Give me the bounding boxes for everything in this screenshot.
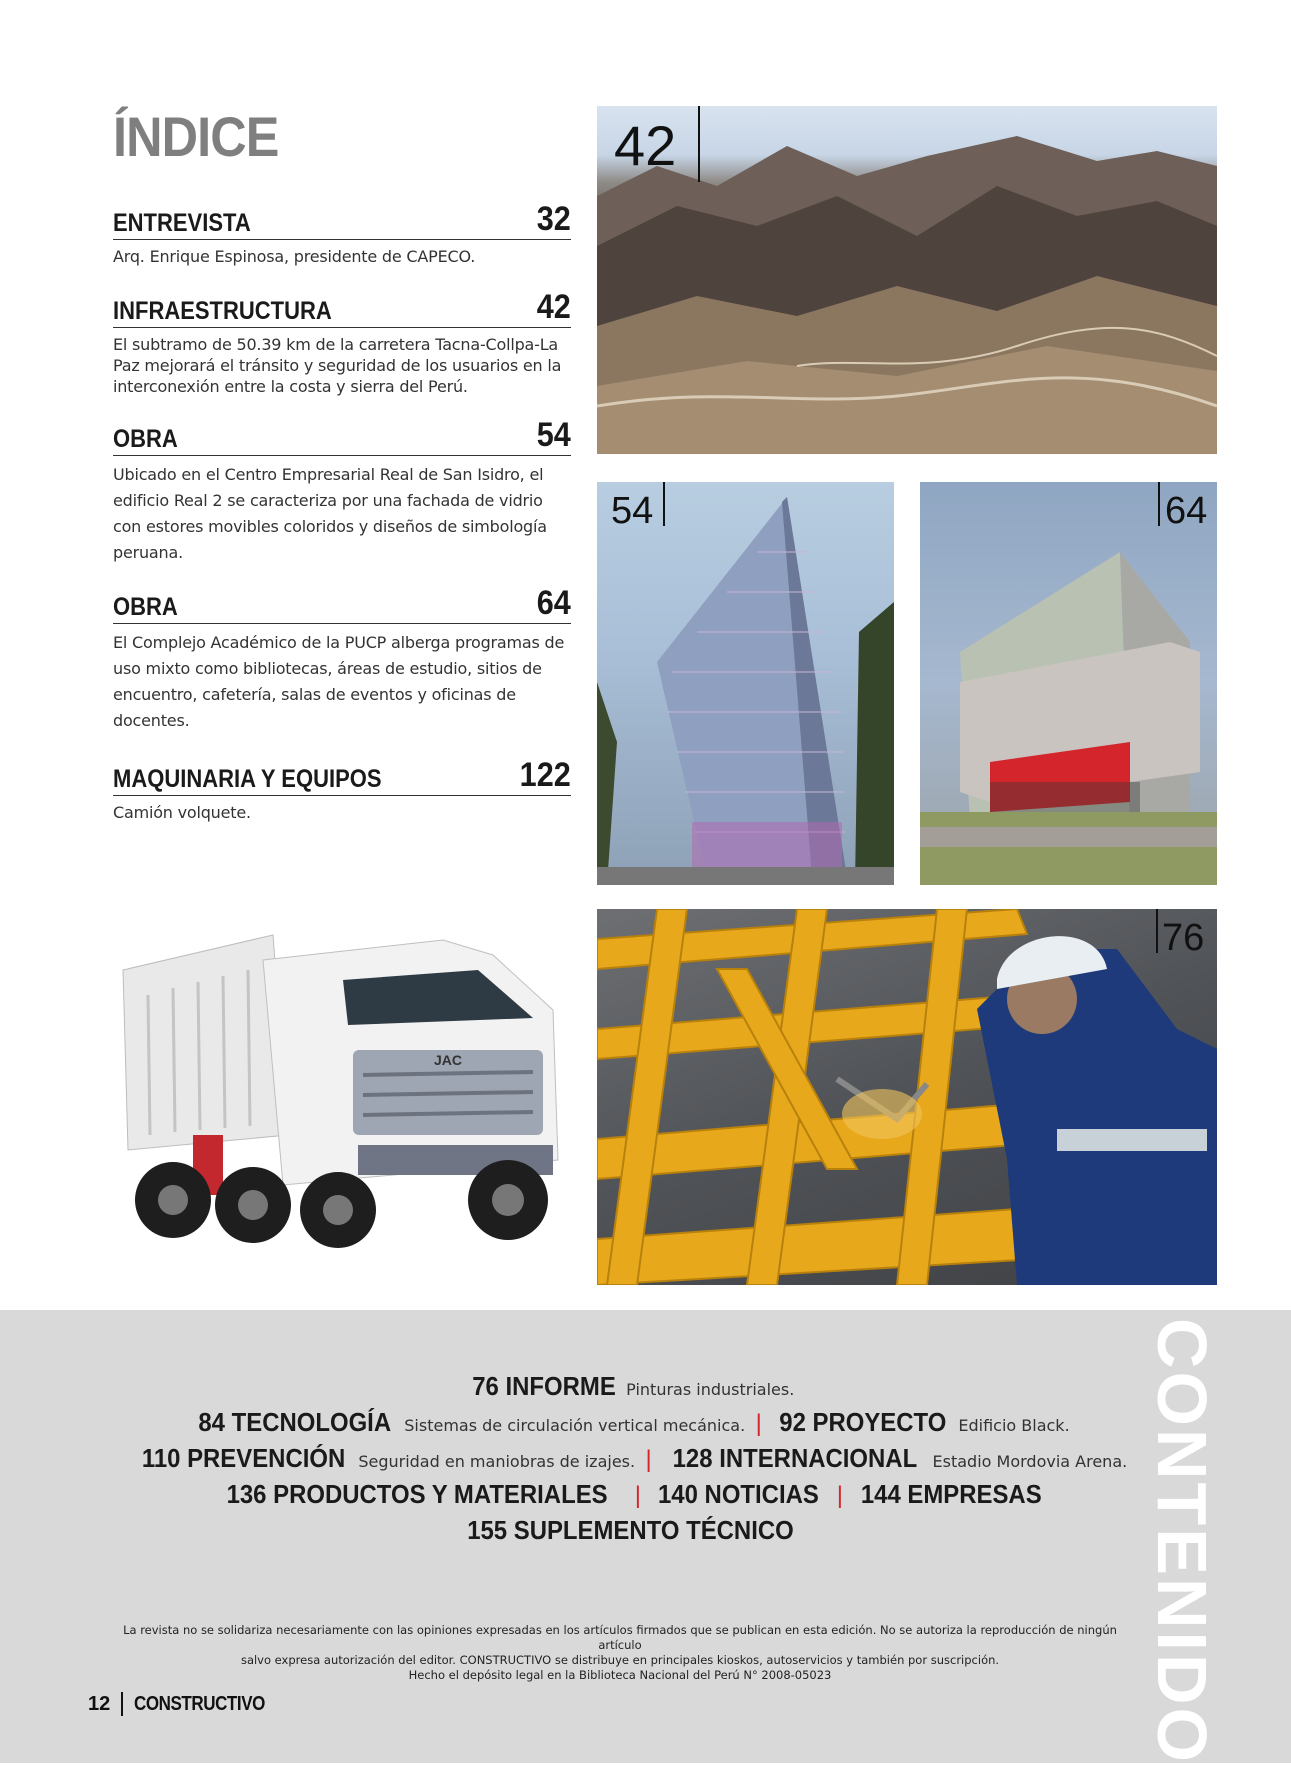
contents-item-proyecto[interactable]: 92 PROYECTO Edificio Black. [779,1407,1070,1437]
red-separator: | [836,1482,843,1509]
academic-building-image [920,482,1217,885]
mountain-landscape-image [597,106,1217,454]
contents-item-empresas[interactable]: 144 EMPRESAS [861,1479,1043,1509]
contents-item-prevencion[interactable]: 110 PREVENCIÓN Seguridad en maniobras de izajes. [141,1443,636,1473]
index-entry-entrevista[interactable] [113,200,571,288]
page-footer [88,1692,288,1716]
number-divider [698,106,700,182]
jac-dump-truck-image [113,900,573,1280]
entry-page-number: 32 [536,200,571,238]
glass-tower-image [597,482,894,885]
contents-item-productos[interactable]: 136 PRODUCTOS Y MATERIALES [226,1479,608,1509]
photo-page-number-64: 64 [1165,490,1208,532]
building-pucp-photo[interactable] [920,482,1217,885]
mountain-road-photo[interactable] [597,106,1217,454]
index-entry-infraestructura[interactable] [113,288,571,416]
footer-divider [121,1692,123,1716]
photo-page-number-42: 42 [614,114,677,177]
entry-description: El Complejo Académico de la PUCP alberga programas de uso mixto como bibliotecas, áreas de estudio, sitios de encuentro, cafetería, salas de eventos y oficinas de docentes. [113,633,565,730]
yellow-steel-frames-image [597,909,1217,1285]
contents-item-tecnologia[interactable]: 84 TECNOLOGÍA Sistemas de circulación vertical mecánica. [198,1407,746,1437]
index-entry-obra-54[interactable] [113,416,571,584]
dump-truck-photo[interactable] [113,900,573,1280]
red-separator: | [645,1446,652,1473]
red-separator: | [634,1482,641,1509]
footer-page-number: 12 [88,1692,111,1715]
index-entry-obra-64[interactable] [113,584,571,756]
index-list [113,200,571,826]
entry-section: MAQUINARIA Y EQUIPOS [113,765,382,793]
contents-line [60,1512,1200,1548]
number-divider [1156,909,1158,953]
entry-description: Arq. Enrique Espinosa, presidente de CAPECO. [113,247,476,266]
entry-section: ENTREVISTA [113,209,251,237]
photo-page-number-54: 54 [611,490,654,532]
page-title: ÍNDICE [113,105,279,168]
entry-description: El subtramo de 50.39 km de la carretera Tacna-Collpa-La Paz mejorará el tránsito y seguridad de los usuarios en la interconexión entre la costa y sierra del Perú. [113,335,562,396]
contents-item-suplemento[interactable]: 155 SUPLEMENTO TÉCNICO [466,1515,794,1545]
entry-description: Camión volquete. [113,803,251,822]
contenido-vertical-label: CONTENIDO [1143,1318,1221,1765]
building-real2-photo[interactable] [597,482,894,885]
entry-section: OBRA [113,593,178,621]
index-entry-maquinaria[interactable] [113,756,571,826]
more-contents [60,1368,1200,1548]
photo-page-number-76: 76 [1162,917,1205,959]
red-separator: | [755,1410,762,1437]
number-divider [663,482,665,526]
contents-line [60,1440,1200,1476]
entry-description: Ubicado en el Centro Empresarial Real de San Isidro, el edificio Real 2 se caracteriza por una fachada de vidrio con estores movibles coloridos y diseños de simbología peruana. [113,465,547,562]
contents-item-noticias[interactable]: 140 NOTICIAS [658,1479,820,1509]
entry-page-number: 42 [536,288,571,326]
contents-item-internacional[interactable]: 128 INTERNACIONAL Estadio Mordovia Arena. [672,1443,1128,1473]
entry-page-number: 54 [536,416,571,454]
contents-line [60,1368,1200,1404]
number-divider [1158,482,1160,526]
entry-section: OBRA [113,425,178,453]
truck-brand-text: JAC [433,1052,463,1068]
entry-page-number: 64 [536,584,571,622]
contents-item-informe[interactable]: 76 INFORME Pinturas industriales. [471,1371,795,1401]
legal-disclaimer: La revista no se solidariza necesariamente con las opiniones expresadas en los artículos firmados que se publican en esta edición. No se autoriza la reproducción de ningún artículo salvo expresa autorización del editor. CONSTRUCTIVO se distribuye en principales kioskos, autoservicios y también por suscripción. Hecho el depósito legal en la Biblioteca Nacional del Perú N° 2008-05023 [123,1623,1117,1682]
contents-line [60,1404,1200,1440]
contents-line [60,1476,1200,1512]
magazine-logo: CONSTRUCTIVO [134,1692,266,1715]
entry-section: INFRAESTRUCTURA [113,297,332,325]
industrial-painting-photo[interactable] [597,909,1217,1285]
entry-page-number: 122 [519,756,571,794]
